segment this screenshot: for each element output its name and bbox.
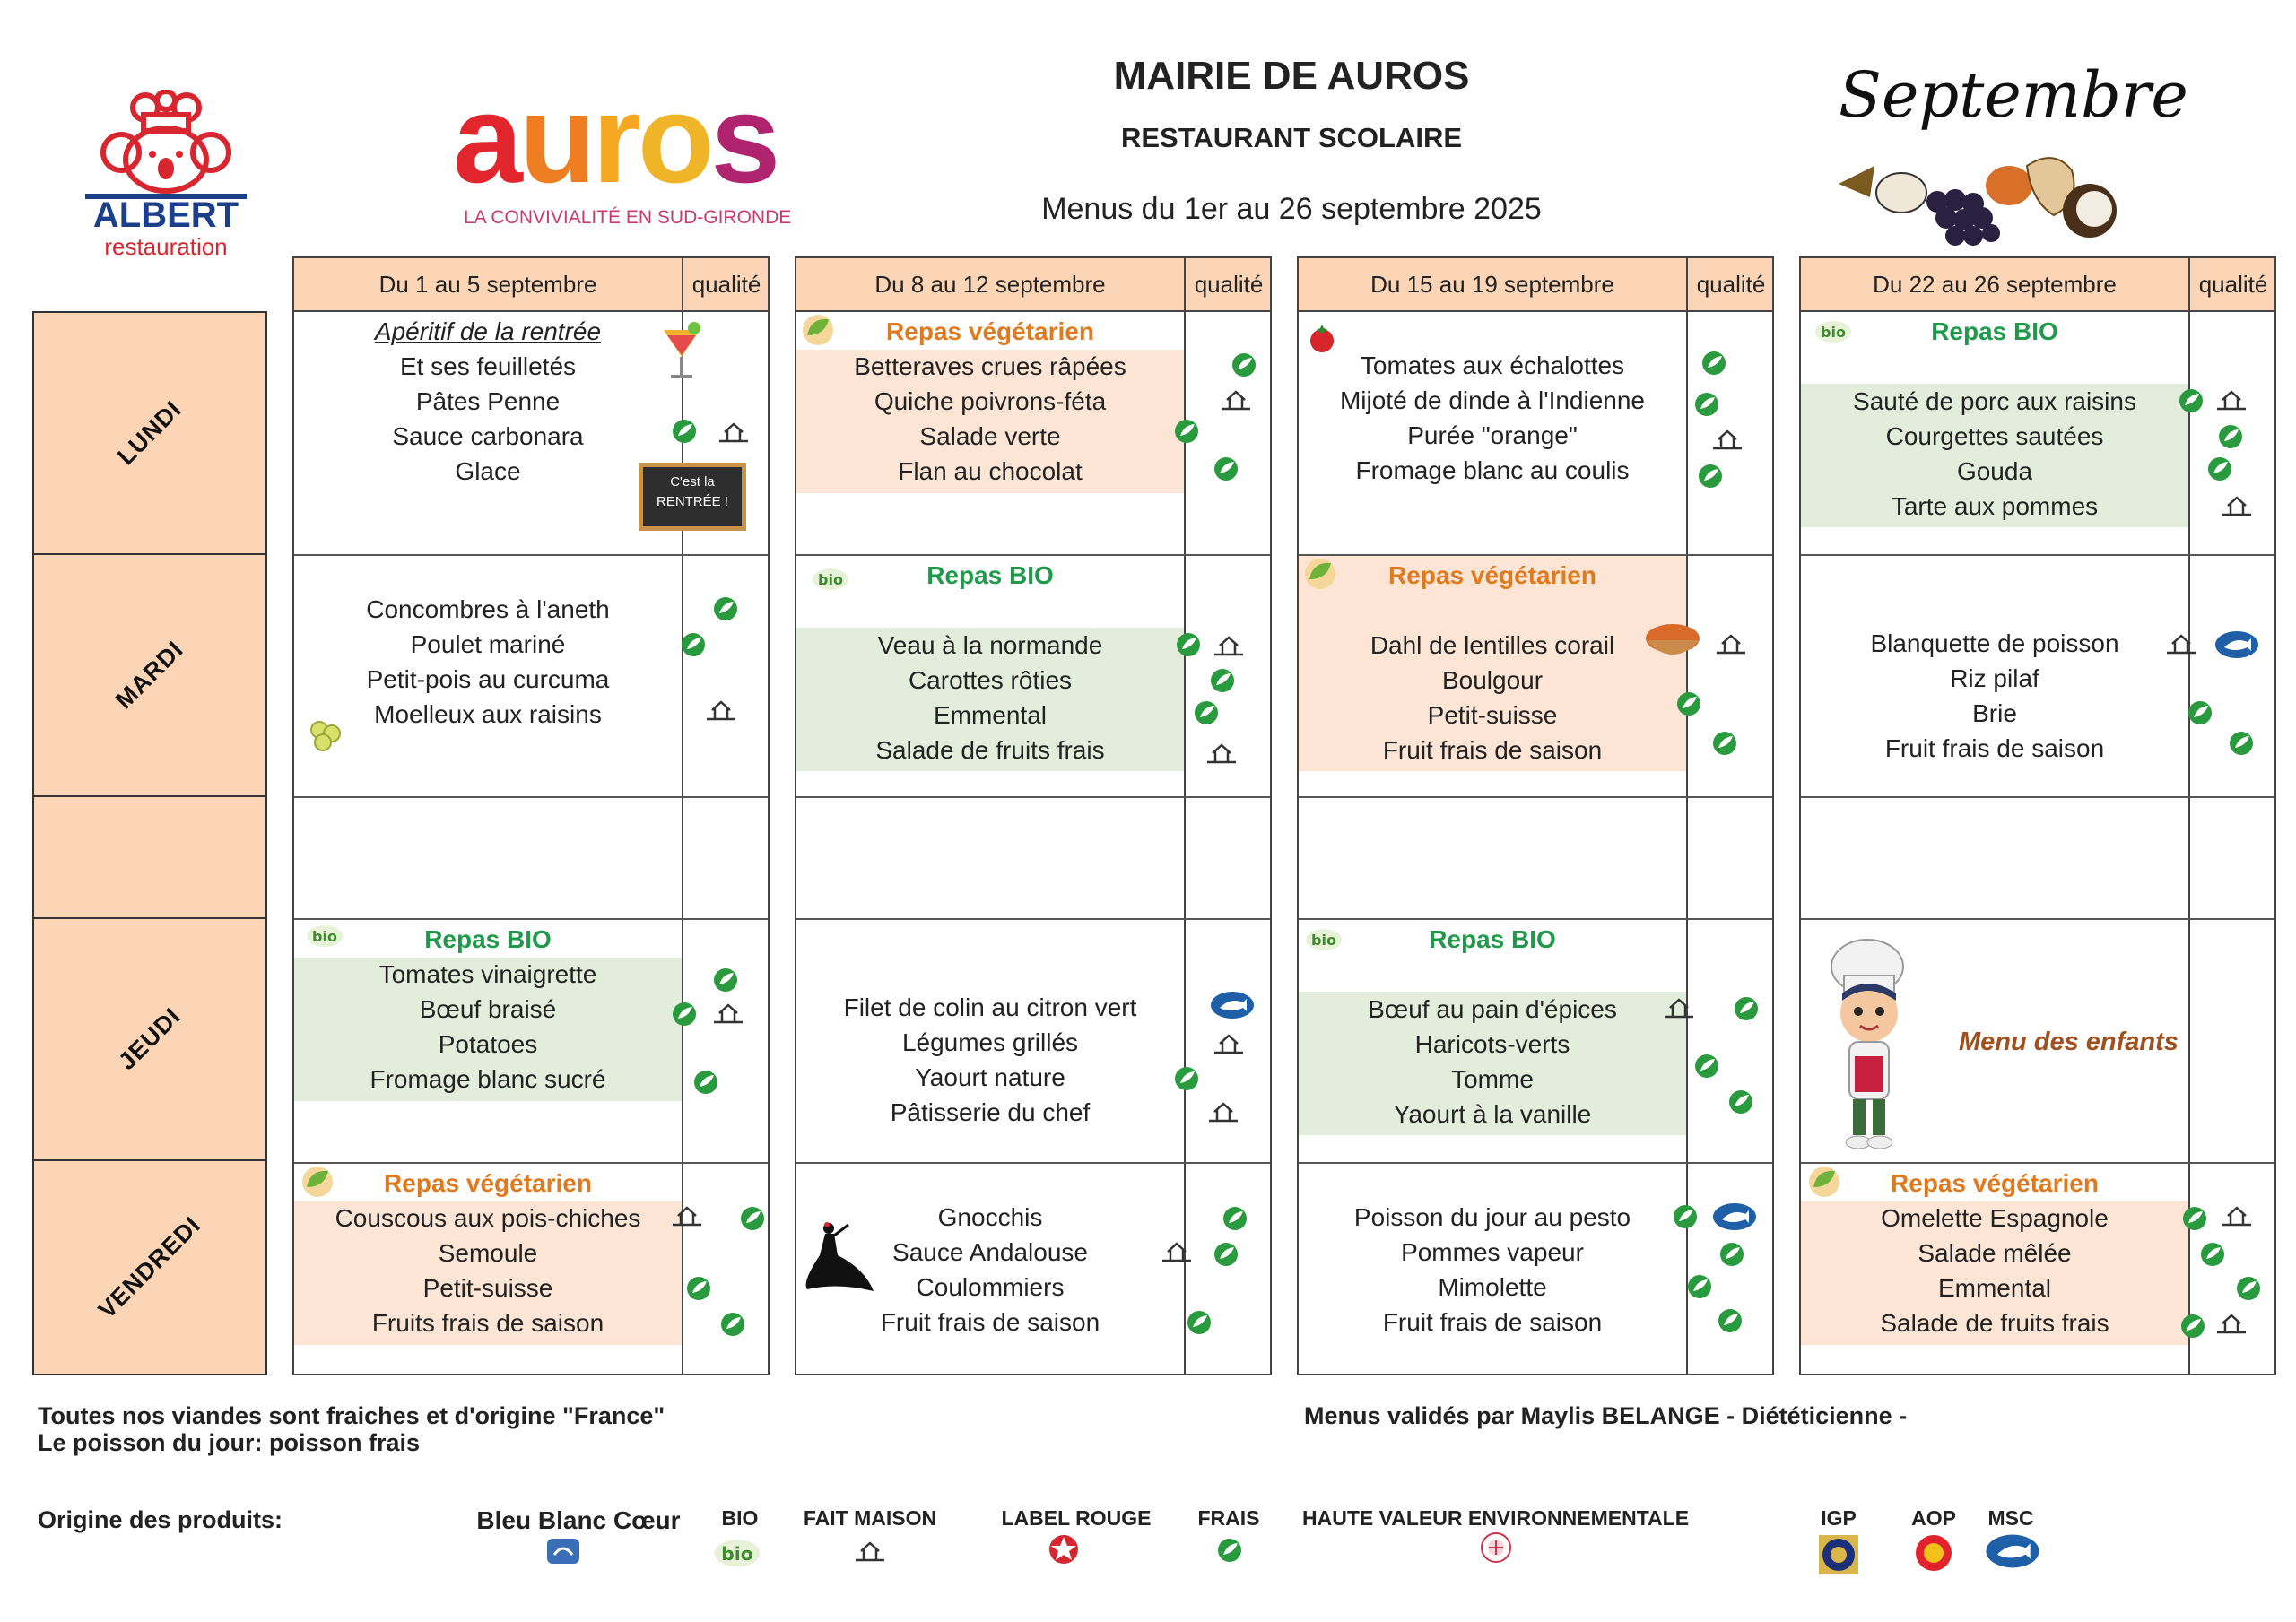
menu-item: Pommes vapeur [1401,1238,1584,1266]
kids-menu-label: Menu des enfants [1959,1028,2179,1056]
menu-item: Tomates vinaigrette [378,960,597,988]
vegetarian-icon [298,1164,337,1200]
menu-lines [796,990,1184,1130]
menu-item: Gouda [1956,457,2033,485]
flamenco-dancer-icon [802,1219,877,1293]
menu-dates: Menus du 1er au 26 septembre 2025 [1041,192,1542,226]
menu-lines [294,592,682,732]
week-column-2 [795,256,1272,1375]
chalkboard-line: C'est la [670,474,715,490]
menu-item: Sauce carbonara [392,422,584,450]
menu-item [796,593,1184,628]
menu-lines [1299,348,1686,488]
menu-item: Repas BIO [1931,317,2058,345]
msc-icon [1209,990,1256,1020]
menu-item: Sauté de porc aux raisins [1853,387,2136,415]
tomato-icon [1306,323,1338,353]
menu-item: Mimolette [1438,1273,1547,1301]
menu-item [1801,349,2188,384]
menu-item: Salade de fruits frais [1880,1309,2109,1337]
menu-item: Betteraves crues râpées [854,352,1126,380]
fait-maison-icon [852,1539,888,1566]
menu-item: Glace [455,457,521,485]
note-meat: Toutes nos viandes sont fraiches et d'origine "France" [38,1402,665,1429]
frais-icon [739,1205,766,1232]
frais-icon [1686,1273,1713,1300]
legend-bio-label: BIO [721,1506,759,1530]
frais-icon [2181,1205,2208,1232]
frais-icon [1213,455,1239,482]
week-column-3 [1297,256,1774,1375]
auros-logo-word: auros [453,68,778,209]
menu-item: Petit-pois au curcuma [366,665,610,693]
menu-item: Poulet mariné [410,630,566,658]
msc-icon [2213,629,2260,660]
menu-cell-vendredi [1801,1164,2274,1375]
day-label-lundi [32,311,267,555]
fait-maison-icon [1709,427,1745,454]
menu-item: Petit-suisse [1427,701,1558,729]
menu-item: Moelleux aux raisins [374,700,602,728]
menu-item: Purée "orange" [1407,421,1578,449]
bio-icon [811,565,850,592]
legend-frais-label: FRAIS [1197,1506,1260,1530]
menu-lines [1801,626,2188,766]
legend-bbc-label: Bleu Blanc Cœur [476,1506,681,1534]
svg-text:bio: bio [818,571,843,588]
menu-cell-vendredi [294,1164,768,1375]
menu-item: Emmental [1937,1274,2052,1302]
legend-msc-label: MSC [1987,1506,2034,1530]
igp-icon [1817,1533,1860,1576]
menu-lines [796,558,1184,768]
day-label-vendredi [32,1159,267,1375]
frais-icon [2199,1241,2226,1268]
msc-icon [1984,1531,2041,1571]
frais-icon [671,418,698,445]
menu-item: Brie [1972,699,2017,727]
bleu-blanc-coeur-icon [544,1535,583,1567]
day-label-jeudi [32,917,267,1161]
menu-item: Haricots-verts [1414,1030,1570,1058]
frais-icon [685,1275,712,1302]
menu-cell-mercredi [1299,798,1772,920]
menu-item: Bœuf au pain d'épices [1368,995,1617,1023]
frais-icon [1173,1065,1200,1092]
day-label-text: MARDI [109,635,189,715]
frais-icon [2235,1275,2262,1302]
quality-header: qualité [1686,258,1774,310]
menu-item: Petit-suisse [422,1274,553,1302]
menu-item [1299,593,1686,628]
frais-icon [1697,463,1724,490]
menu-item: Apéritif de la rentrée [374,317,602,345]
validated-by: Menus validés par Maylis BELANGE - Diététicienne - [1304,1402,1908,1429]
menu-lines [1299,558,1686,768]
vegetarian-icon [798,312,838,348]
frais-icon [1693,1053,1720,1080]
legend-label-rouge-label: LABEL ROUGE [1001,1506,1152,1530]
frais-icon [1231,351,1257,378]
menu-item: Yaourt à la vanille [1393,1100,1592,1128]
menu-item: Mijoté de dinde à l'Indienne [1339,386,1646,414]
menu-item: Bœuf braisé [419,995,557,1023]
menu-item: Fruit frais de saison [1884,734,2105,762]
menu-item: Et ses feuilletés [399,352,577,380]
frais-icon [1693,391,1720,418]
week-column-4 [1799,256,2276,1375]
frais-icon [2228,730,2255,757]
menu-cell-jeudi [294,920,768,1164]
svg-text:bio: bio [1311,932,1336,949]
label-rouge-icon [1046,1531,1082,1567]
legend-igp-label: IGP [1821,1506,1857,1530]
frais-icon [1717,1307,1744,1334]
menu-cell-vendredi [796,1164,1270,1375]
quality-header: qualité [2188,258,2276,310]
fait-maison-icon [1661,995,1697,1022]
menu-item: Riz pilaf [1950,664,2039,692]
fait-maison-icon [2219,1203,2255,1230]
week-title: Du 1 au 5 septembre [378,271,597,298]
fait-maison-icon [669,1203,705,1230]
fait-maison-icon [1205,1099,1241,1126]
menu-item: Omelette Espagnole [1881,1204,2109,1232]
menu-lines [1299,1200,1686,1340]
menu-item: Concombres à l'aneth [366,595,610,623]
menu-cell-mercredi [796,798,1270,920]
albert-restauration-logo [81,90,251,260]
fait-maison-icon [1159,1239,1195,1266]
frais-icon [1213,1241,1239,1268]
day-label-text: VENDREDI [92,1210,206,1323]
menu-item [1299,957,1686,992]
fait-maison-icon [1713,631,1749,658]
menu-item: Emmental [933,701,1048,729]
menu-cell-mardi [1299,556,1772,798]
msc-icon [1711,1201,1758,1232]
frais-icon [2217,423,2244,450]
aop-icon [1914,1533,1953,1573]
menu-cell-vendredi [1299,1164,1772,1375]
menu-item: Repas BIO [926,561,1054,589]
menu-item: Salade verte [919,422,1061,450]
menu-item: Coulommiers [916,1273,1065,1301]
legend-aop-label: AOP [1911,1506,1956,1530]
fait-maison-icon [1204,741,1239,768]
menu-lines [1801,1166,2188,1340]
menu-cell-mercredi [294,798,768,920]
svg-text:bio: bio [312,928,337,945]
frais-icon [2187,699,2213,726]
menu-item: Salade mêlée [1918,1239,2072,1267]
page-title: MAIRIE DE AUROS [1113,54,1470,98]
menu-cell-lundi [294,312,768,556]
week-header [1801,258,2274,312]
menu-item: Poisson du jour au pesto [1353,1203,1631,1231]
frais-icon [1216,1537,1243,1564]
menu-cell-lundi [796,312,1270,556]
frais-icon [1675,690,1702,717]
menu-cell-mercredi [1801,798,2274,920]
page-subtitle: RESTAURANT SCOLAIRE [1120,122,1463,153]
frais-icon [1186,1309,1213,1336]
menu-item: Pâtes Penne [415,387,561,415]
menu-item: Repas végétarien [886,317,1094,345]
menu-item: Fruit frais de saison [1382,736,1603,764]
day-label-mercredi [32,795,267,919]
week-title: Du 22 au 26 septembre [1873,271,2117,298]
menu-cell-jeudi [1801,920,2274,1164]
note-fish: Le poisson du jour: poisson frais [38,1429,421,1456]
menu-item: Dahl de lentilles corail [1370,631,1615,659]
menu-item: Yaourt nature [915,1063,1065,1091]
menu-item: Quiche poivrons-féta [874,387,1107,415]
menu-item: Fromage blanc au coulis [1355,456,1630,484]
week-header [294,258,768,312]
menu-item: Fruit frais de saison [880,1308,1100,1336]
menu-lines [294,1166,682,1340]
auros-logo-tagline: LA CONVIVIALITÉ EN SUD-GIRONDE [464,207,792,228]
frais-icon [2206,455,2233,482]
child-chef-icon [1813,931,1939,1155]
week-header [796,258,1270,312]
menu-lines [294,314,682,489]
week-title: Du 8 au 12 septembre [874,271,1106,298]
legend-hve-label: HAUTE VALEUR ENVIRONNEMENTALE [1302,1506,1690,1530]
albert-logo-name: ALBERT [92,195,239,235]
menu-item: Repas végétarien [1891,1169,2099,1197]
menu-item: Potatoes [438,1030,538,1058]
menu-item: Repas végétarien [1388,561,1596,589]
bio-icon [712,1535,762,1569]
frais-icon [1672,1203,1699,1230]
menu-item: Fruit frais de saison [1382,1308,1603,1336]
vegetarian-icon [1805,1164,1844,1200]
quality-header: qualité [682,258,770,310]
week-header [1299,258,1772,312]
frais-icon [692,1069,719,1096]
legend-fait-maison-label: FAIT MAISON [803,1506,937,1530]
menu-cell-mardi [294,556,768,798]
menu-item: Courgettes sautées [1885,422,2104,450]
frais-icon [1222,1205,1248,1232]
menu-item: Fruits frais de saison [371,1309,604,1337]
frais-icon [680,631,707,658]
menu-lines [1801,314,2188,524]
menu-lines [1299,922,1686,1132]
frais-icon [1711,730,1738,757]
menu-item: Pâtisserie du chef [890,1098,1091,1126]
fait-maison-icon [2213,387,2249,414]
menu-item: Salade de fruits frais [875,736,1105,764]
frais-icon [2179,1313,2206,1340]
fait-maison-icon [703,698,739,724]
menu-item: Sauce Andalouse [892,1238,1088,1266]
september-illustration [1830,58,2188,247]
menu-item: Fromage blanc sucré [370,1065,606,1093]
menu-item: Tomme [1451,1065,1534,1093]
fait-maison-icon [2163,631,2199,658]
bio-icon [305,922,344,949]
frais-icon [1727,1089,1754,1115]
bio-icon [1813,317,1853,344]
menu-item: Repas végétarien [384,1169,592,1197]
menu-cell-jeudi [1299,920,1772,1164]
frais-icon [1209,667,1236,694]
frais-icon [1173,418,1200,445]
cocktail-icon [660,321,703,384]
september-title: Septembre [1839,58,2188,132]
fait-maison-icon [716,420,752,447]
menu-item: Blanquette de poisson [1870,629,2119,657]
vegetarian-icon [1300,556,1340,592]
fait-maison-icon [1218,387,1254,414]
svg-text:bio: bio [1821,324,1846,341]
week-title: Du 15 au 19 septembre [1370,271,1614,298]
frais-icon [712,967,739,993]
grapes-icon [307,717,346,753]
menu-item: Semoule [438,1239,538,1267]
rentree-chalkboard [639,463,746,531]
menu-item: Légumes grillés [901,1028,1079,1056]
menu-item: Filet de colin au citron vert [843,993,1137,1021]
menu-lines [796,314,1184,489]
menu-item: Boulgour [1441,666,1544,694]
day-label-mardi [32,553,267,797]
menu-item: Gnocchis [937,1203,1043,1231]
lentils-bowl-icon [1641,615,1704,665]
menu-item: Repas BIO [1429,925,1556,953]
menu-cell-mardi [796,556,1270,798]
menu-item: Veau à la normande [877,631,1103,659]
week-column-1 [292,256,770,1375]
title-block [969,54,1614,227]
hve-icon [1476,1530,1516,1566]
frais-icon [2178,387,2205,414]
frais-icon [719,1311,746,1338]
menu-cell-mardi [1801,556,2274,798]
quality-header: qualité [1184,258,1272,310]
bio-icon [1304,925,1344,952]
frais-icon [671,1001,698,1028]
menu-lines [294,922,682,1097]
frais-icon [1718,1241,1745,1268]
frais-icon [1193,699,1220,726]
albert-logo-tag: restauration [104,233,228,260]
fait-maison-icon [2213,1311,2249,1338]
chalkboard-line: RENTRÉE ! [656,494,728,509]
auros-logo [453,68,848,228]
day-label-text: JEUDI [113,1002,187,1076]
frais-icon [1733,995,1760,1022]
frais-icon [1700,350,1727,377]
day-label-text: LUNDI [112,395,187,471]
menu-item: Tomates aux échalottes [1360,351,1625,379]
fait-maison-icon [1211,633,1247,660]
menu-cell-lundi [1299,312,1772,556]
menu-item: Tarte aux pommes [1891,492,2099,520]
fait-maison-icon [2219,493,2255,520]
autumn-fruits-icon [1830,130,2126,247]
frais-icon [712,595,739,622]
frais-icon [1175,631,1202,658]
svg-text:bio: bio [721,1542,753,1565]
menu-item: Couscous aux pois-chiches [335,1204,641,1232]
fait-maison-icon [710,1001,746,1028]
menu-item: Flan au chocolat [898,457,1083,485]
menu-item: Carottes rôties [908,666,1073,694]
menu-cell-lundi [1801,312,2274,556]
menu-cell-jeudi [796,920,1270,1164]
origin-label: Origine des produits: [38,1506,283,1533]
menu-item: Repas BIO [424,925,552,953]
fait-maison-icon [1211,1031,1247,1058]
